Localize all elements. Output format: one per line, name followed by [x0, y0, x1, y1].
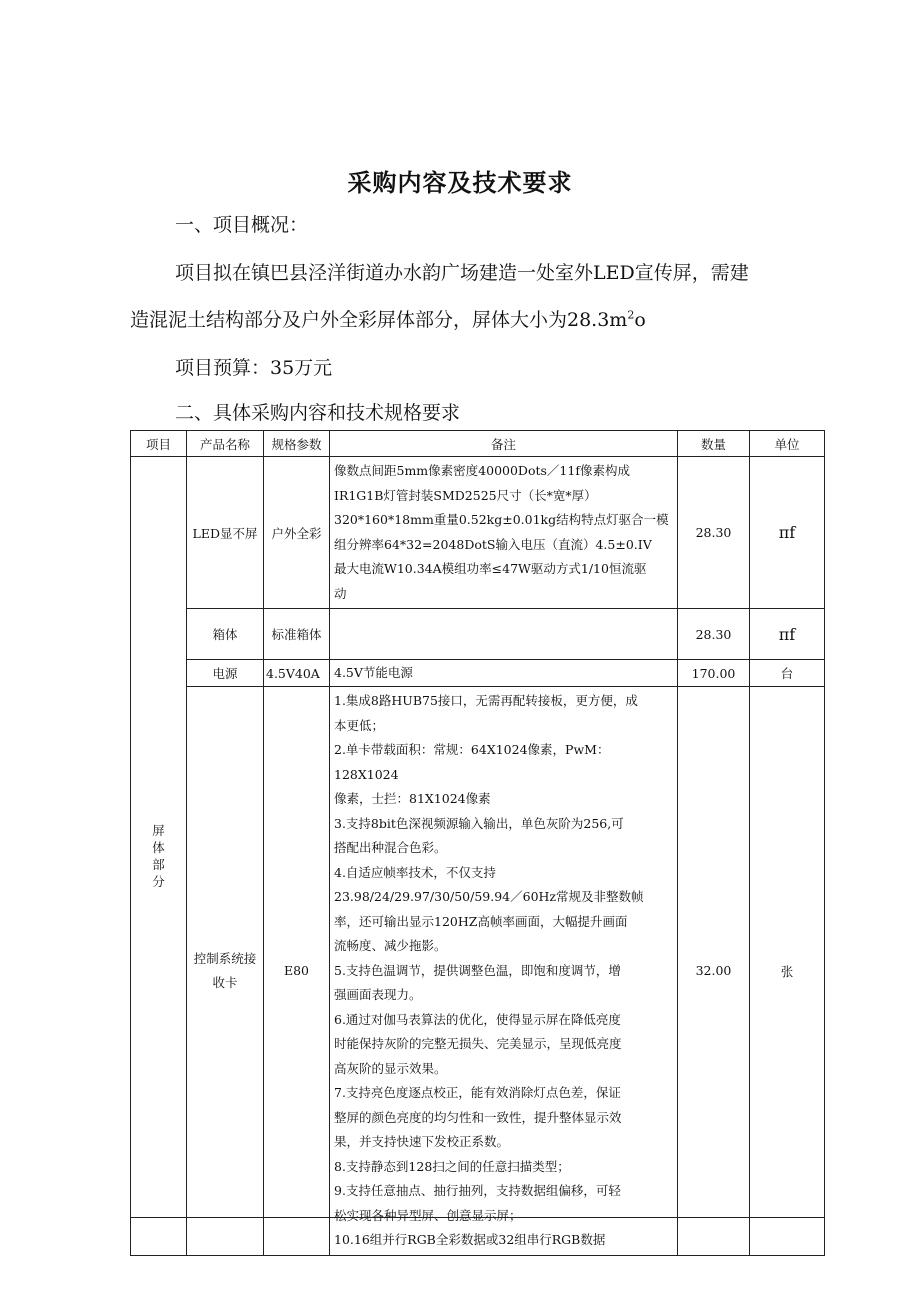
note-line: 4.5V节能电源: [334, 665, 413, 680]
note-line: 搭配出种混合色彩。: [334, 840, 447, 855]
note-line: 流畅度、减少拖影。: [334, 938, 447, 953]
group-label-char: 体: [152, 839, 165, 855]
overview-line-2-text: 造混泥土结构部分及户外全彩屏体部分，屏体大小为28.3m: [130, 309, 628, 331]
overview-line-2: [130, 305, 646, 332]
notes-cell: [330, 660, 678, 687]
table-row: [131, 660, 825, 687]
group-label-char: 屏: [152, 822, 165, 838]
quantity: 170.00: [678, 660, 750, 687]
note-line: 最大电流W10.34A模组功率≤47W驱动方式1/10恒流驱: [334, 561, 647, 576]
product-name: [187, 687, 264, 1256]
quantity: 32.00: [678, 687, 750, 1256]
notes-cell: [330, 687, 678, 1256]
group-label-cell: [131, 457, 187, 1256]
note-line: 1.集成8路HUB75接口，无需再配转接板，更方便，成: [334, 693, 638, 708]
quantity: 28.30: [678, 457, 750, 609]
product-name-line: 收卡: [212, 974, 238, 990]
note-line: 率，还可输出显示120HZ高帧率画面，大幅提升画面: [334, 913, 628, 929]
table-row: [131, 609, 825, 660]
note-line: 3.支持8bit色深视频源输入输出，单色灰阶为256,可: [334, 815, 624, 831]
note-line: 23.98/24/29.97/30/50/59.94／60Hz常规及非整数帧: [334, 889, 644, 904]
quantity: 28.30: [678, 609, 750, 660]
header-item: 项目: [131, 431, 187, 457]
note-line: 10.16组并行RGB全彩数据或32组串行RGB数据: [334, 1232, 606, 1247]
table-header-row: [131, 431, 825, 457]
table-row: [131, 687, 825, 1256]
note-line: 高灰阶的显示效果。: [334, 1060, 447, 1076]
unit: 张: [750, 687, 825, 1256]
product-name: 箱体: [187, 609, 264, 660]
product-name-line: 控制系统接: [193, 950, 257, 966]
note-line: 4.自适应帧率技术，不仅支持: [334, 864, 496, 880]
note-line: 果，并支持快速下发校正系数。: [334, 1134, 510, 1149]
header-qty: 数量: [678, 431, 750, 457]
note-line: 像素，士拦：81X1024像素: [334, 791, 491, 806]
superscript-2: 2: [627, 308, 635, 322]
note-line: 像数点间距5mm像素密度40000Dots／11f像素构成: [334, 463, 630, 478]
overview-line-2-end: o: [634, 309, 646, 331]
note-line: 8.支持静态到128扫之间的任意扫描类型；: [334, 1158, 570, 1174]
unit: 台: [750, 660, 825, 687]
section-1-heading: 一、项目概况：: [175, 214, 309, 236]
group-label-char: 分: [152, 873, 165, 889]
budget-line: 项目预算：35万元: [175, 357, 333, 379]
note-line: 6.通过对伽马表算法的优化，使得显示屏在降低亮度: [334, 1011, 621, 1027]
product-name: LED显不屏: [187, 457, 264, 609]
group-label-char: 部: [152, 856, 165, 872]
notes-cell: [330, 609, 678, 660]
notes-cell: [330, 457, 678, 609]
spec-param: 标准箱体: [264, 609, 330, 660]
note-line: 整屏的颜色亮度的均匀性和一致性，提升整体显示效: [334, 1109, 622, 1125]
note-line: 5.支持色温调节，提供调整色温，即饱和度调节，增: [334, 962, 621, 978]
product-name: 电源: [187, 660, 264, 687]
spec-param: 4.5V40A: [264, 660, 330, 687]
spec-param: 户外全彩: [264, 457, 330, 609]
note-line: 9.支持任意抽点、抽行抽列，支持数据组偏移，可轻: [334, 1183, 621, 1198]
note-line: 动: [334, 585, 347, 601]
unit: πf: [750, 609, 825, 660]
note-line: 强画面表现力。: [334, 987, 422, 1002]
note-line: IR1G1B灯管封装SMD2525尺寸（长*宽*厚）: [334, 487, 597, 503]
note-line: 时能保持灰阶的完整无损失、完美显示，呈现低亮度: [334, 1036, 622, 1051]
procurement-table: [130, 430, 824, 1247]
header-unit: 单位: [750, 431, 825, 457]
note-line: 本更低；: [334, 717, 385, 733]
section-2-heading: 二、具体采购内容和技术规格要求: [175, 402, 461, 424]
note-line: 320*160*18mm重量0.52kg±0.01kg结构特点灯驱合一模: [334, 512, 669, 527]
page-title: 采购内容及技术要求: [347, 169, 573, 197]
unit: πf: [750, 457, 825, 609]
overview-line-1: 项目拟在镇巴县泾洋街道办水韵广场建造一处室外LED宣传屏，需建: [175, 262, 749, 284]
spec-param: E80: [264, 687, 330, 1256]
table-row: [131, 457, 825, 609]
note-line: 2.单卡带载面积：常规：64X1024像素，PwM：128X1024: [334, 742, 610, 782]
note-line: 7.支持亮色度逐点校正，能有效消除灯点色差，保证: [334, 1085, 621, 1100]
header-spec: 规格参数: [264, 431, 330, 457]
note-line: 组分辨率64*32=2048DotS输入电压（直流）4.5±0.IV: [334, 536, 652, 552]
header-notes: 备注: [330, 431, 678, 457]
header-product-name: 产品名称: [187, 431, 264, 457]
note-line: 松实现各种异型屏、创意显示屏；: [334, 1207, 522, 1223]
